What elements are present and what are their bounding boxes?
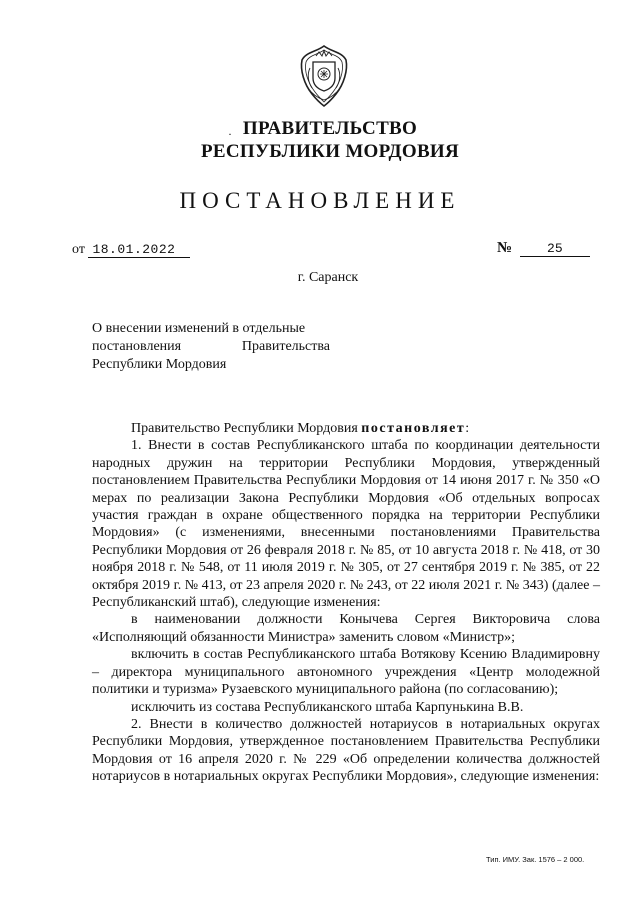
date-prefix: от <box>72 242 85 257</box>
print-mark: Тип. ИМУ. Зак. 1576 – 2 000. <box>486 855 585 864</box>
intro-colon: : <box>465 421 470 436</box>
date-row <box>72 242 190 258</box>
subject-line: постановления Правительства <box>92 339 330 354</box>
paragraph-2: в наименовании должности Конычева Сергея Викторовича слова «Исполняющий обязанности Министра» заменить словом «Министр»; <box>92 612 600 645</box>
subject-line: О внесении изменений в отдельные <box>92 321 306 336</box>
intro-text: Правительство Республики Мордовия <box>131 421 362 436</box>
subject-line: Республики Мордовия <box>92 357 227 372</box>
city-line: г. Саранск <box>297 270 359 285</box>
number-row <box>497 240 590 257</box>
coat-of-arms-icon <box>298 44 350 108</box>
paragraph-4: исключить из состава Республиканского штаба Карпунькина В.В. <box>131 699 524 715</box>
government-title: ПРАВИТЕЛЬСТВО <box>242 118 418 139</box>
paragraph-5: 2. Внести в количество должностей нотариусов в нотариальных округах Республики Мордовия, утвержденное постановлением Правительства Республики Мордовия от 16 апреля 2020 г. № 229 «Об определении количества должностей нотариусов в нотариальных округах Республики Мордовия», следующие изменения: <box>92 716 600 785</box>
document-number: 25 <box>520 241 590 257</box>
subject-block <box>92 320 330 374</box>
decorative-dot: · <box>228 127 232 141</box>
paragraph-1: 1. Внести в состав Республиканского штаба по координации деятельности народных дружин на территории Республики Мордовия, утвержденный постановлением Правительства Республики Мордовия от 14 июня 2017 г. № 350 «О мерах по реализации Закона Республики Мордовия «Об отдельных вопросах участия граждан в охране общественного порядка на территории Республики Мордовия» (с изменениями, внесенными постановлениями Правительства Республики Мордовия от 26 февраля 2018 г. № 85, от 10 августа 2018 г. № 418, от 30 ноября 2018 г. № 548, от 11 июля 2019 г. № 305, от 27 сентября 2019 г. № 385, от 22 октября 2019 г. № 413, от 23 апреля 2020 г. № 243, от 22 июля 2021 г. № 343) (далее – Республиканский штаб), следующие изменения: <box>92 438 600 611</box>
document-type-title: ПОСТАНОВЛЕНИЕ <box>179 188 461 213</box>
paragraph-3: включить в состав Республиканского штаба Вотякову Ксению Владимировну – директора муниципального автономного учреждения «Центр молодежной политики и туризма» Рузаевского муниципального района (по согласованию); <box>92 647 600 698</box>
intro-paragraph <box>92 420 600 437</box>
republic-title: РЕСПУБЛИКИ МОРДОВИЯ <box>200 141 460 162</box>
document-body <box>92 420 600 786</box>
intro-verb: постановляет <box>361 421 466 436</box>
number-prefix: № <box>497 240 513 256</box>
document-date: 18.01.2022 <box>88 242 190 258</box>
